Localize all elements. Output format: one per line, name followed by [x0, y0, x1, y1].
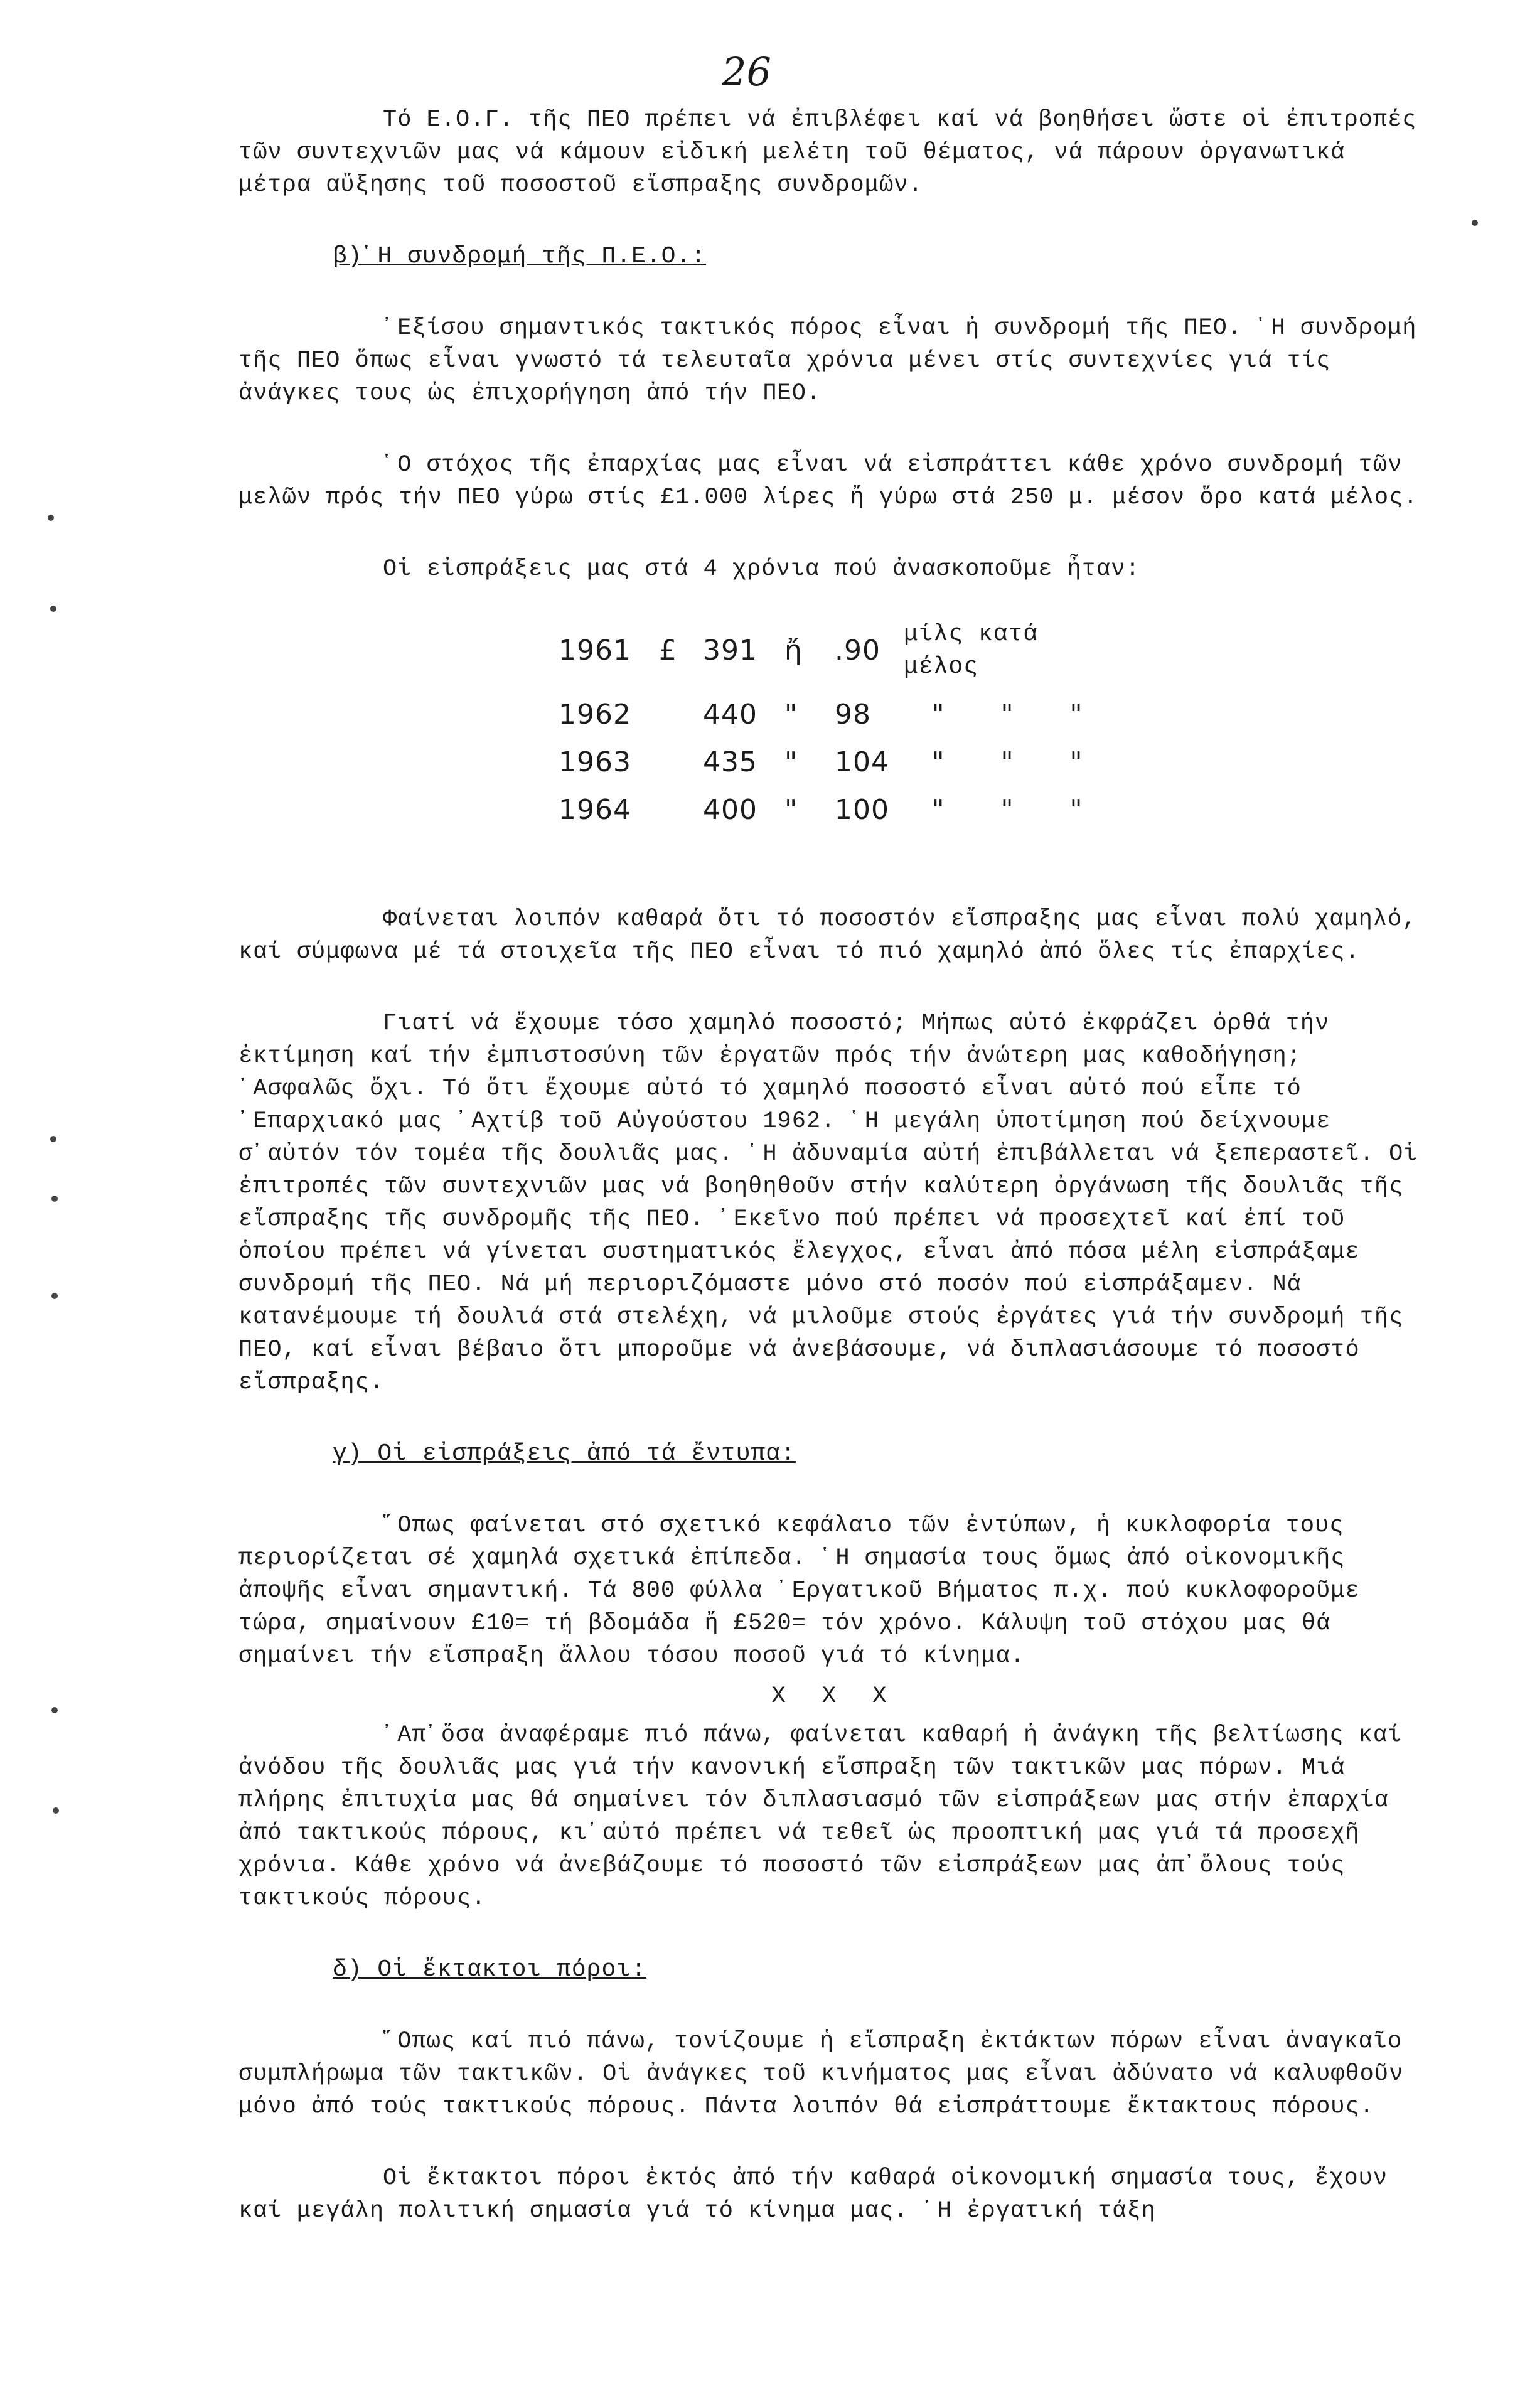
margin-dot [53, 1807, 59, 1814]
paragraph: Οἱ εἰσπράξεις μας στά 4 χρόνια πού ἀνασκοποῦμε ἦταν: [383, 556, 1140, 582]
separator-cell: " [784, 746, 798, 778]
paragraph: Τό Ε.Ο.Γ. τῆς ΠΕΟ πρέπει νά ἐπιβλέφει καί νά βοηθήσει ὥστε οἱ ἐπιτροπές τῶν συντεχνιῶν μας νά κάμουν εἰδική μελέτη τοῦ θέματος, νά πάρουν ὀργανωτικά μέτρα αὔξησης τοῦ ποσοστοῦ εἴσπραξης συνδρομῶν. [238, 107, 1417, 198]
currency-cell [659, 739, 703, 786]
ditto-cell: " [1069, 794, 1083, 826]
paragraph: Φαίνεται λοιπόν καθαρά ὅτι τό ποσοστόν εἴσπραξης μας εἶναι πολύ χαμηλό, καί σύμφωνα μέ τά στοιχεῖα τῆς ΠΕΟ εἶναι τό πιό χαμηλό ἀπό ὅλες τίς ἐπαρχίες. [238, 906, 1417, 965]
value-cell: 98 [835, 698, 871, 730]
section-separator: Χ Χ Χ [771, 1683, 898, 1710]
value-cell: 104 [835, 746, 889, 778]
table-row [559, 611, 1111, 691]
ditto-cell: " [931, 698, 945, 730]
receipts-table [559, 611, 1111, 834]
separator-cell: " [784, 698, 798, 730]
year-cell: 1964 [559, 794, 631, 826]
table-row [559, 691, 1111, 739]
amount-cell: 435 [703, 746, 757, 778]
page-number: 26 [722, 49, 771, 95]
paragraph: ῾Ο στόχος τῆς ἐπαρχίας μας εἶναι νά εἰσπράττει κάθε χρόνο συνδρομή τῶν μελῶν πρός τήν ΠΕΟ γύρω στίς £1.000 λίρες ἤ γύρω στά 250 μ. μέσον ὅρο κατά μέλος. [238, 452, 1418, 511]
year-cell: 1962 [559, 698, 631, 730]
value-cell: 100 [835, 794, 889, 826]
year-cell: 1961 [559, 634, 631, 666]
margin-dot [48, 515, 54, 521]
section-heading-beta: β)῾Η συνδρομή τῆς Π.Ε.Ο.: [333, 243, 707, 270]
paragraph: ῞Οπως φαίνεται στό σχετικό κεφάλαιο τῶν ἐντύπων, ἡ κυκλοφορία τους περιορίζεται σέ χαμηλά σχετικά ἐπίπεδα. ῾Η σημασία τους ὅμως ἀπό οἰκονομικῆς ἀποψῆς εἶναι σημαντική. Τά 800 φύλλα ᾿Εργατικοῦ Βήματος π.χ. πού κυκλοφοροῦμε τώρα, σημαίνουν £10= τή βδομάδα ἤ £520= τόν χρόνο. Κάλυψη τοῦ στόχου μας θά σημαίνει τήν εἴσπραξη ἄλλου τόσου ποσοῦ γιά τό κίνημα. [238, 1512, 1360, 1669]
ditto-cell: " [1069, 698, 1083, 730]
margin-dot [51, 1707, 58, 1713]
amount-cell: 391 [703, 634, 757, 666]
currency-cell [659, 691, 703, 739]
separator-cell: ἤ [784, 634, 803, 666]
ditto-cell: " [931, 794, 945, 826]
currency-cell: £ [659, 634, 677, 666]
paragraph: ᾿Εξίσου σημαντικός τακτικός πόρος εἶναι ἡ συνδρομή τῆς ΠΕΟ. ῾Η συνδρομή τῆς ΠΕΟ ὅπως εἶναι γνωστό τά τελευταῖα χρόνια μένει στίς συντεχνίες γιά τίς ἀνάγκες τους ὡς ἐπιχορήγηση ἀπό τήν ΠΕΟ. [238, 315, 1417, 407]
document-body [238, 104, 1431, 2266]
table-row [559, 786, 1111, 834]
amount-cell: 400 [703, 794, 757, 826]
currency-cell [659, 786, 703, 834]
ditto-cell: " [1000, 794, 1014, 826]
section-heading-gamma: γ) Οἱ εἰσπράξεις ἀπό τά ἔντυπα: [333, 1440, 796, 1467]
ditto-cell: " [1000, 698, 1014, 730]
year-cell: 1963 [559, 746, 631, 778]
paragraph: ᾿Απ᾿ὅσα ἀναφέραμε πιό πάνω, φαίνεται καθαρή ἡ ἀνάγκη τῆς βελτίωσης καί ἀνόδου τῆς δουλιᾶς μας γιά τήν κανονική εἴσπραξη τῶν τακτικῶν μας πόρων. Μιά πλήρης ἐπιτυχία μας θά σημαίνει τόν διπλασιασμό τῶν εἰσπράξεων μας στήν ἐπαρχία ἀπό τακτικούς πόρους, κι᾿αὐτό πρέπει νά τεθεῖ ὡς προοπτική μας γιά τά προσεχῆ χρόνια. Κάθε χρόνο νά ἀνεβάζουμε τό ποσοστό τῶν εἰσπράξεων μας ἀπ᾿ὅλους τούς τακτικούς πόρους. [238, 1722, 1403, 1912]
ditto-cell: " [1000, 746, 1014, 778]
separator-cell: " [784, 794, 798, 826]
ditto-cell: " [1069, 746, 1083, 778]
margin-dot [1472, 220, 1478, 226]
value-cell: .90 [835, 634, 880, 666]
amount-cell: 440 [703, 698, 757, 730]
ditto-cell: " [931, 746, 945, 778]
unit-cell: μίλς κατά μέλος [904, 621, 1039, 680]
paragraph: Οἱ ἔκτακτοι πόροι ἐκτός ἀπό τήν καθαρά οἰκονομική σημασία τους, ἔχουν καί μεγάλη πολιτική σημασία γιά τό κίνημα μας. ῾Η ἐργατική τάξη [238, 2165, 1388, 2224]
paragraph: ῞Οπως καί πιό πάνω, τονίζουμε ἡ εἴσπραξη ἐκτάκτων πόρων εἶναι ἀναγκαῖο συμπλήρωμα τῶν τακτικῶν. Οἱ ἀνάγκες τοῦ κινήματος μας εἶναι ἀδύνατο νά καλυφθοῦν μόνο ἀπό τούς τακτικούς πόρους. Πάντα λοιπόν θά εἰσπράττουμε ἔκτακτους πόρους. [238, 2028, 1404, 2120]
table-row [559, 739, 1111, 786]
margin-dot [50, 606, 56, 612]
margin-dot [51, 1196, 58, 1202]
margin-dot [50, 1136, 56, 1142]
section-heading-delta: δ) Οἱ ἔκτακτοι πόροι: [333, 1956, 646, 1983]
margin-dot [51, 1293, 58, 1299]
paragraph: Γιατί νά ἔχουμε τόσο χαμηλό ποσοστό; Μήπως αὐτό ἐκφράζει ὀρθά τήν ἐκτίμηση καί τήν ἐμπιστοσύνη τῶν ἐργατῶν πρός τήν ἀνώτερη μας καθοδήγηση; ᾿Ασφαλῶς ὄχι. Τό ὅτι ἔχουμε αὐτό τό χαμηλό ποσοστό εἶναι αὐτό πού εἶπε τό ᾿Επαρχιακό μας ᾿Αχτίβ τοῦ Αὐγούστου 1962. ῾Η μεγάλη ὑποτίμηση πού δείχνουμε σ᾿αὐτόν τόν τομέα τῆς δουλιᾶς μας. ῾Η ἀδυναμία αὐτή ἐπιβάλλεται νά ξεπεραστεῖ. Οἱ ἐπιτροπές τῶν συντεχνιῶν μας νά βοηθηθοῦν στήν καλύτερη ὀργάνωση τῆς δουλιᾶς τῆς εἴσπραξης τῆς συνδρομῆς τῆς ΠΕΟ. ᾿Εκεῖνο πού πρέπει νά προσεχτεῖ καί ἐπί τοῦ ὁποίου πρέπει νά γίνεται συστηματικός ἔλεγχος, εἶναι ἀπό πόσα μέλη εἰσπράξαμε συνδρομή τῆς ΠΕΟ. Νά μή περιοριζόμαστε μόνο στό ποσόν πού εἰσπράξαμεν. Νά κατανέμουμε τή δουλιά στά στελέχη, νά μιλοῦμε στούς ἐργάτες γιά τήν συνδρομή τῆς ΠΕΟ, καί εἶναι βέβαιο ὅτι μποροῦμε νά ἀνεβάσουμε, νά διπλασιάσουμε τό ποσοστό εἴσπραξης. [238, 1010, 1418, 1396]
